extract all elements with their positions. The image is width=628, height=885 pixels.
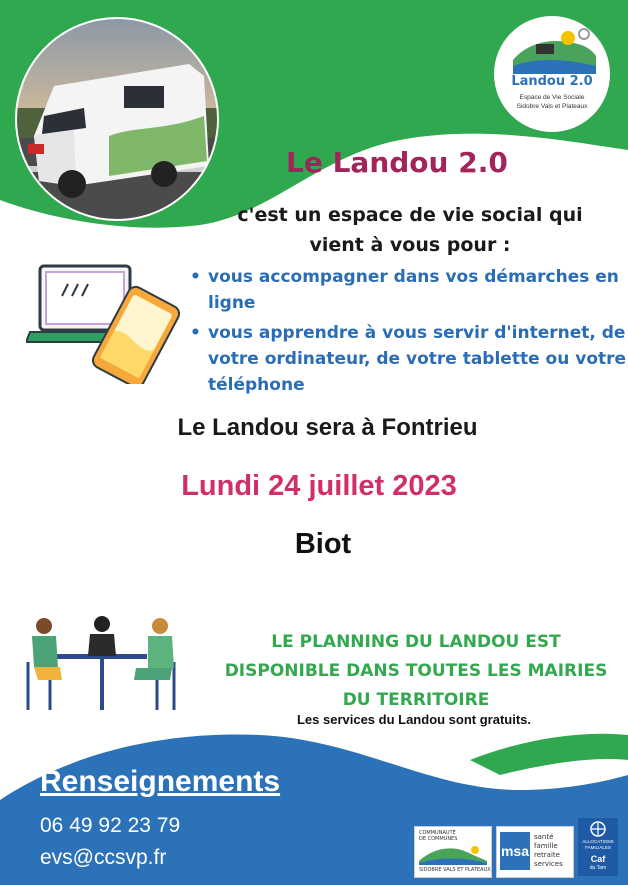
- ccsvp-landscape-icon: [419, 843, 487, 865]
- intro-line-2: vient à vous pour :: [309, 234, 511, 256]
- location-line: Le Landou sera à Fontrieu: [177, 414, 478, 441]
- intro-text: [210, 200, 610, 260]
- contact-email[interactable]: evs@ccsvp.fr: [40, 846, 167, 869]
- event-date: Lundi 24 juillet 2023: [181, 470, 457, 502]
- event-place: Biot: [294, 528, 352, 560]
- caf-emblem-icon: [588, 820, 608, 838]
- logo-title: Landou 2.0: [511, 74, 593, 89]
- camper-van-photo: [14, 16, 220, 222]
- logo-subtitle-2: Sidobre Vals et Plateaux: [516, 103, 588, 110]
- free-services-note: Les services du Landou sont gratuits.: [296, 712, 532, 727]
- planning-line-2: DISPONIBLE DANS TOUTES LES MAIRIES: [224, 661, 608, 681]
- laptop-phone-icon: [26, 262, 181, 384]
- planning-line-1: LE PLANNING DU LANDOU EST: [271, 632, 561, 652]
- caf-logo: ALLOCATIONS FAMILIALES Caf du Tarn: [578, 818, 618, 876]
- services-list: [186, 264, 628, 402]
- planning-line-3: DU TERRITOIRE: [342, 690, 490, 710]
- logo-subtitle-1: Espace de Vie Sociale: [519, 94, 585, 101]
- msa-mark: msa: [500, 832, 530, 870]
- list-item: • vous apprendre à vous servir d'internet, de votre ordinateur, de votre tablette ou votre téléphone: [208, 320, 628, 398]
- ccsvp-logo: COMMUNAUTÉ DE COMMUNES SIDOBRE VALS ET PLATEAUX: [414, 826, 492, 878]
- planning-note: [212, 628, 620, 715]
- msa-logo: msa santé famille retraite services: [496, 826, 574, 878]
- women-at-table-icon: [22, 612, 180, 712]
- logo-scene-icon: [508, 22, 598, 74]
- page-title: Le Landou 2.0: [286, 146, 508, 179]
- list-item: • vous accompagner dans vos démarches en ligne: [208, 264, 628, 316]
- intro-line-1: c'est un espace de vie social qui: [237, 204, 583, 226]
- contact-phone: 06 49 92 23 79: [40, 814, 181, 837]
- landou-logo: [494, 16, 610, 132]
- contact-heading: Renseignements: [40, 765, 281, 798]
